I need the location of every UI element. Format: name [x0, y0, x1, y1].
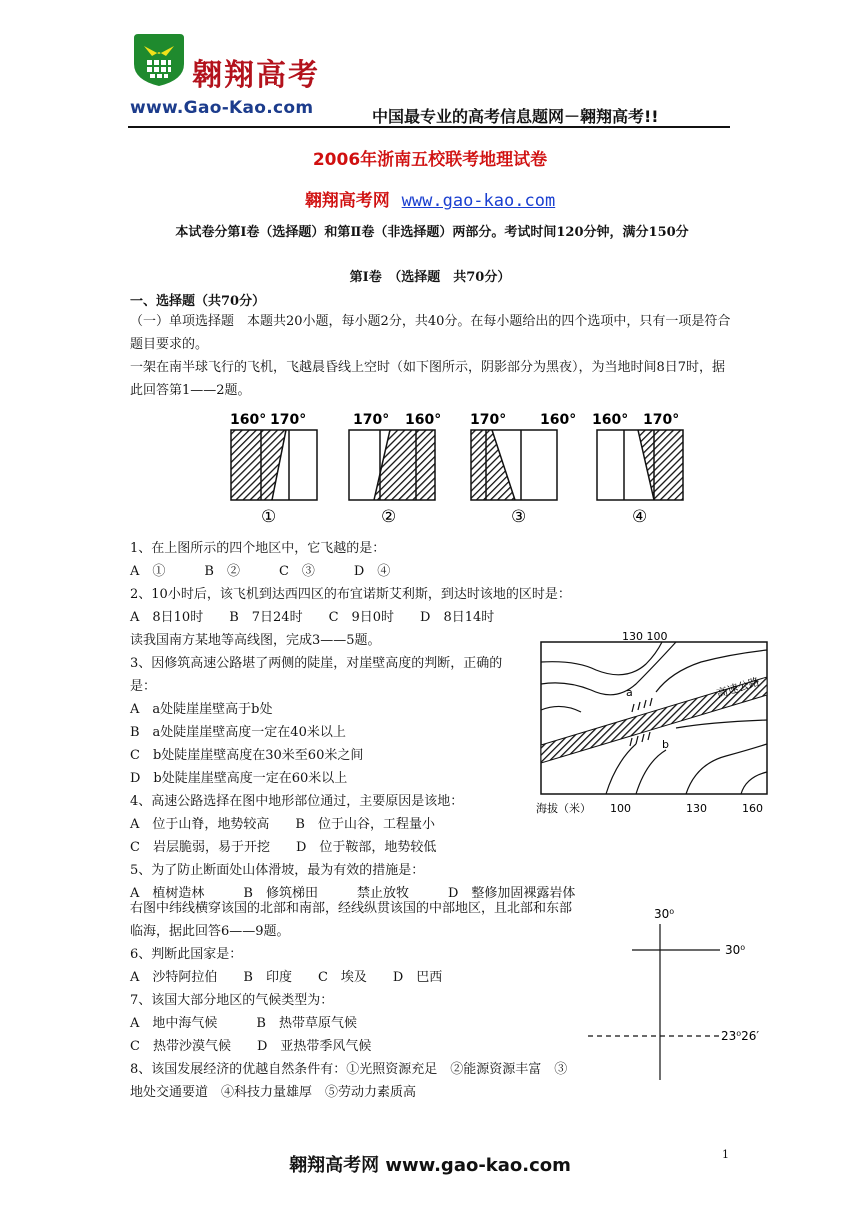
question-3: 3、因修筑高速公路堪了两侧的陡崖，对崖壁高度的判断，正确的是：	[130, 656, 503, 694]
point-a-label: a	[626, 686, 633, 699]
panel-2-left-label: 170°	[353, 412, 390, 428]
elevation-tick-160: 160	[742, 802, 763, 815]
terminator-figure	[228, 408, 690, 528]
logo-emblem	[130, 30, 188, 88]
exam-intro: 本试卷分第Ⅰ卷（选择题）和第Ⅱ卷（非选择题）两部分。考试时间120分钟，满分150分	[175, 225, 689, 240]
question-stem-3-5: 读我国南方某地等高线图，完成3——5题。	[130, 633, 381, 648]
panel-3-right-label: 160°	[540, 412, 577, 428]
panel-1-left-label: 160°	[230, 412, 267, 428]
elevation-tick-100: 100	[610, 802, 631, 815]
panel-1-number: ①	[261, 507, 277, 527]
page-number: 1	[722, 1148, 729, 1161]
panel-4-right-label: 170°	[643, 412, 680, 428]
question-3-option-d: D b处陡崖崖壁高度一定在60米以上	[130, 771, 348, 786]
question-7-options-ab: A 地中海气候 B 热带草原气候	[130, 1016, 357, 1031]
exam-title: 2006年浙南五校联考地理试卷	[312, 150, 548, 170]
question-2: 2、10小时后，该飞机到达西四区的布宜诺斯艾利斯，到达时该地的区时是：	[130, 587, 571, 602]
instruction-text: （一）单项选择题 本题共20小题，每小题2分，共40分。在每小题给出的四个选项中，只有一项是符合题目要求的。	[130, 314, 731, 352]
question-stem-6-9: 右图中纬线横穿该国的北部和南部，经线纵贯该国的中部地区，且北部和东部临海，据此回答6——9题。	[130, 901, 573, 939]
contour-top-labels: 130 100	[622, 632, 668, 643]
site-url-link[interactable]: www.gao-kao.com	[401, 191, 556, 211]
contour-map	[536, 632, 772, 820]
question-4-options-cd: C 岩层脆弱，易于开挖 D 位于鞍部，地势较低	[130, 840, 437, 855]
question-3-option-a: A a处陡崖崖壁高于b处	[130, 702, 273, 717]
point-b-label: b	[662, 738, 669, 751]
tropic-label: 23⁰26′	[721, 1029, 760, 1043]
question-5: 5、为了防止断面处山体滑坡，最为有效的措施是：	[130, 863, 425, 878]
question-5-options: A 植树造林 B 修筑梯田 禁止放牧 D 整修加固裸露岩体	[130, 886, 576, 901]
panel-2-number: ②	[381, 507, 397, 527]
question-8: 8、该国发展经济的优越自然条件有：①光照资源充足 ②能源资源丰富 ③地处交通要道 ④科技力量雄厚 ⑤劳动力素质高	[130, 1062, 568, 1100]
question-stem-1-2: 一架在南半球飞行的飞机，飞越晨昏线上空时（如下图所示，阴影部分为黑夜），为当地时间8日7时，据此回答第1——2题。	[130, 360, 726, 398]
question-2-options: A 8日10时 B 7日24时 C 9日0时 D 8日14时	[130, 610, 495, 625]
panel-2	[349, 412, 441, 527]
site-line	[0, 186, 860, 211]
question-6-options: A 沙特阿拉伯 B 印度 C 埃及 D 巴西	[130, 970, 443, 985]
question-7-options-cd: C 热带沙漠气候 D 亚热带季风气候	[130, 1039, 372, 1054]
question-3-option-b: B a处陡崖崖壁高度一定在40米以上	[130, 725, 346, 740]
part-one-heading: 第Ⅰ卷 （选择题 共70分）	[349, 270, 511, 285]
question-4: 4、高速公路选择在图中地形部位通过，主要原因是该地：	[130, 794, 464, 809]
question-3-option-c: C b处陡崖崖壁高度在30米至60米之间	[130, 748, 364, 763]
panel-4	[592, 412, 683, 527]
panel-4-number: ④	[632, 507, 648, 527]
panel-1-right-label: 170°	[270, 412, 307, 428]
panel-2-right-label: 160°	[405, 412, 442, 428]
elevation-tick-130: 130	[686, 802, 707, 815]
elevation-label: 海拔（米）	[536, 802, 591, 815]
question-6: 6、判断此国家是：	[130, 947, 243, 962]
panel-3-number: ③	[511, 507, 527, 527]
header-slogan: 中国最专业的高考信息题网－翱翔高考!!	[372, 107, 659, 126]
panel-1	[230, 412, 317, 527]
section-heading: 一、选择题（共70分）	[130, 294, 266, 309]
latitude-30-label: 30⁰	[725, 943, 746, 957]
panel-3-left-label: 170°	[470, 412, 507, 428]
expressway-label: 高速公路	[715, 675, 761, 701]
footer	[0, 1151, 860, 1177]
latlong-sketch	[588, 902, 778, 1080]
footer-brand: 翱翔高考网	[289, 1155, 380, 1176]
question-1-options: A ① B ② C ③ D ④	[130, 564, 391, 579]
logo-url[interactable]: www.Gao-Kao.com	[130, 98, 314, 118]
longitude-label: 30⁰	[654, 907, 675, 921]
panel-4-left-label: 160°	[592, 412, 629, 428]
question-7: 7、该国大部分地区的气候类型为：	[130, 993, 334, 1008]
question-1: 1、在上图所示的四个地区中，它飞越的是：	[130, 541, 386, 556]
question-4-options-ab: A 位于山脊，地势较高 B 位于山谷，工程量小	[130, 817, 435, 832]
header-divider	[128, 126, 730, 128]
footer-url[interactable]: www.gao-kao.com	[385, 1155, 571, 1176]
site-name: 翱翔高考网	[304, 191, 390, 211]
logo-brand-text: 翱翔高考	[192, 58, 320, 93]
panel-3	[470, 412, 576, 527]
